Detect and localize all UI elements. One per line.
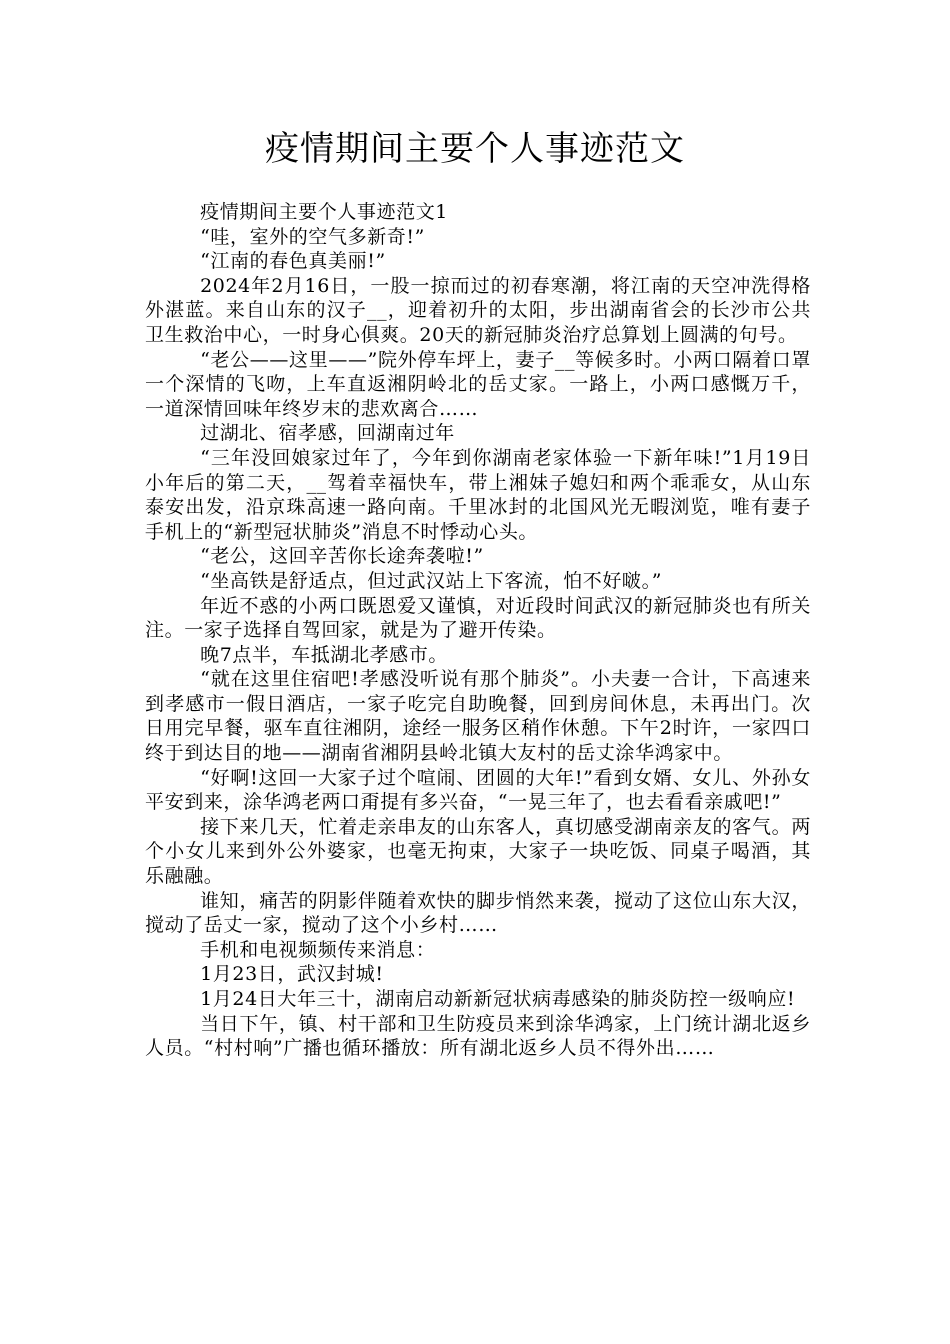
section-heading: 过湖北、宿孝感，回湖南过年 — [200, 422, 455, 445]
paragraph: “坐高铁是舒适点，但过武汉站上下客流，怕不好啵。” — [200, 569, 663, 592]
paragraph: “三年没回娘家过年了，今年到你湖南老家体验一下新年味!”1月19日小年后的第二天，__驾着幸福快车，带上湘妹子媳妇和两个乖乖女，从山东泰安出发，沿京珠高速一路向南。千里冰封的北国风光无暇浏览，唯有妻子手机上的“新型冠状肺炎”消息不时悸动心头。 — [145, 446, 811, 543]
paragraph: “老公，这回辛苦你长途奔袭啦!” — [200, 545, 484, 568]
paragraph: 晚7点半，车抵湖北孝感市。 — [200, 643, 448, 666]
paragraph: “江南的春色真美丽!” — [200, 250, 386, 273]
paragraph: “就在这里住宿吧!孝感没听说有那个肺炎”。小夫妻一合计，下高速来到孝感市一假日酒店，一家子吃完自助晚餐，回到房间休息，未再出门。次日用完早餐，驱车直往湘阴，途经一服务区稍作休憩。下午2时许，一家四口终于到达目的地——湖南省湘阴县岭北镇大友村的岳丈涂华鸿家中。 — [145, 668, 811, 765]
page-title: 疫情期间主要个人事迹范文 — [265, 129, 685, 169]
paragraph: 接下来几天，忙着走亲串友的山东客人，真切感受湖南亲友的客气。两个小女儿来到外公外婆家，也毫无拘束，大家子一块吃饭、同桌子喝酒，其乐融融。 — [145, 815, 811, 888]
paragraph: 年近不惑的小两口既恩爱又谨慎，对近段时间武汉的新冠肺炎也有所关注。一家子选择自驾回家，就是为了避开传染。 — [145, 594, 811, 642]
paragraph: “哇，室外的空气多新奇!” — [200, 225, 425, 248]
paragraph: 当日下午，镇、村干部和卫生防疫员来到涂华鸿家，上门统计湖北返乡人员。“村村响”广播也循环播放：所有湖北返乡人员不得外出…… — [145, 1012, 811, 1060]
document-body — [145, 200, 811, 1061]
paragraph: “好啊!这回一大家子过个喧闹、团圆的大年!”看到女婿、女儿、外孙女平安到来，涂华鸿老两口甭提有多兴奋，“一晃三年了，也去看看亲戚吧!” — [145, 766, 811, 814]
paragraph: 疫情期间主要个人事迹范文1 — [200, 201, 448, 223]
paragraph: 谁知，痛苦的阴影伴随着欢快的脚步悄然来袭，搅动了这位山东大汉，搅动了岳丈一家，搅动了这个小乡村…… — [145, 889, 811, 937]
paragraph: 1月23日，武汉封城! — [200, 963, 384, 986]
paragraph: 2024年2月16日，一股一掠而过的初春寒潮，将江南的天空冲洗得格外湛蓝。来自山东的汉子__，迎着初升的太阳，步出湖南省会的长沙市公共卫生救治中心，一时身心俱爽。20天的新冠肺炎治疗总算划上圆满的句号。 — [145, 274, 811, 346]
paragraph: “老公——这里——”院外停车坪上，妻子__等候多时。小两口隔着口罩一个深情的飞吻，上车直返湘阴岭北的岳丈家。一路上，小两口感慨万千，一道深情回味年终岁末的悲欢离合…… — [145, 348, 811, 420]
paragraph: 1月24日大年三十，湖南启动新新冠状病毒感染的肺炎防控一级响应! — [200, 988, 796, 1010]
paragraph: 手机和电视频频传来消息： — [200, 938, 436, 961]
